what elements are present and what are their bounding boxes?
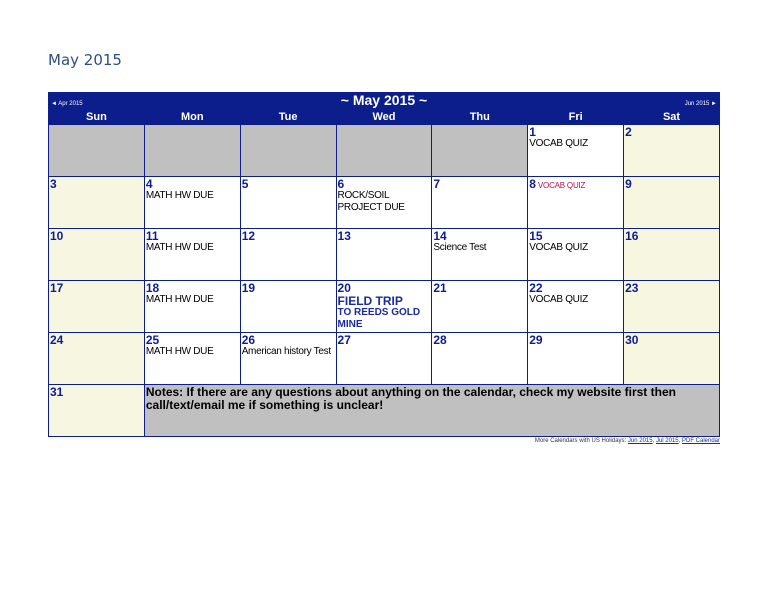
- day-number: 27: [337, 333, 351, 347]
- day-number: 14: [433, 229, 447, 243]
- day-number: 11: [145, 229, 159, 243]
- day-cell: [336, 281, 432, 333]
- day-cell: [624, 177, 720, 229]
- day-cell: [624, 281, 720, 333]
- day-number: 12: [241, 229, 256, 243]
- day-cell: [528, 177, 624, 229]
- event-label: VOCAB QUIZ: [529, 242, 588, 253]
- day-cell: [240, 177, 336, 229]
- footer-link-jul-2015[interactable]: Jul 2015: [655, 438, 679, 444]
- day-number: 21: [433, 281, 447, 295]
- notes-cell: [144, 385, 719, 437]
- day-number: 22: [529, 281, 543, 295]
- weekday-header-row: [49, 110, 720, 125]
- weekday-header: Sun: [49, 110, 145, 125]
- event-label: Science Test: [433, 242, 487, 253]
- day-cell: [432, 177, 528, 229]
- weekday-header: Sat: [624, 110, 720, 125]
- event-label: MATH HW DUE: [145, 346, 214, 357]
- day-number: 4: [145, 177, 153, 191]
- day-number: 9: [625, 177, 632, 191]
- day-cell: [144, 281, 240, 333]
- day-number-text: 8: [529, 177, 536, 191]
- day-number: 25: [145, 333, 160, 347]
- day-number: 3: [50, 177, 57, 191]
- calendar-week-row: [49, 385, 720, 437]
- weekday-header: Thu: [432, 110, 528, 125]
- weekday-header: Tue: [240, 110, 336, 125]
- day-number: 23: [625, 281, 639, 295]
- weekday-header: Fri: [528, 110, 624, 125]
- day-number: 20: [337, 281, 351, 295]
- day-number: 6: [337, 177, 345, 191]
- day-number: 19: [241, 281, 256, 295]
- day-number: 24: [50, 333, 64, 347]
- notes-text: Notes: If there are any questions about anything on the calendar, check my website first then call/text/email me if something is unclear!: [145, 385, 676, 412]
- empty-day-cell: [144, 125, 240, 177]
- day-cell: [432, 229, 528, 281]
- event-label-highlight: FIELD TRIP: [337, 294, 403, 308]
- event-label: American history Test: [241, 346, 331, 357]
- event-label: VOCAB QUIZ: [529, 294, 588, 305]
- footer-link-pdf-calendar[interactable]: PDF Calendar: [681, 438, 720, 444]
- day-number: 16: [625, 229, 639, 243]
- event-label: MATH HW DUE: [145, 242, 214, 253]
- day-number: 29: [529, 333, 543, 347]
- day-number: [529, 178, 622, 192]
- day-number: 18: [145, 281, 160, 295]
- empty-day-cell: [49, 125, 145, 177]
- day-number: 2: [625, 125, 632, 139]
- calendar-week-row: [49, 125, 720, 177]
- calendar-week-row: [49, 177, 720, 229]
- day-number: 15: [529, 229, 543, 243]
- footer-link-jun-2015[interactable]: Jun 2015: [627, 438, 653, 444]
- calendar: [48, 92, 720, 437]
- event-label: VOCAB QUIZ: [537, 181, 586, 190]
- event-label: MATH HW DUE: [145, 190, 214, 201]
- day-cell: [624, 333, 720, 385]
- day-number: 10: [50, 229, 64, 243]
- day-cell: [49, 281, 145, 333]
- calendar-week-row: [49, 333, 720, 385]
- event-label: MATH HW DUE: [145, 294, 214, 305]
- footer-text: More Calendars with US Holidays:: [534, 438, 628, 444]
- day-cell: [240, 333, 336, 385]
- day-number: 31: [50, 385, 64, 399]
- day-number: 30: [625, 333, 639, 347]
- event-label: VOCAB QUIZ: [529, 138, 588, 149]
- footer-separator: ,: [652, 438, 656, 444]
- day-cell: [49, 229, 145, 281]
- event-label: ROCK/SOIL PROJECT DUE: [337, 190, 405, 213]
- day-cell: [432, 281, 528, 333]
- empty-day-cell: [240, 125, 336, 177]
- empty-day-cell: [336, 125, 432, 177]
- day-number: 5: [241, 177, 249, 191]
- day-cell: [49, 177, 145, 229]
- weekday-header: Mon: [144, 110, 240, 125]
- day-number: 13: [337, 229, 351, 243]
- calendar-week-row: [49, 281, 720, 333]
- day-number: 26: [241, 333, 256, 347]
- empty-day-cell: [432, 125, 528, 177]
- day-cell: [336, 177, 432, 229]
- day-cell: [528, 333, 624, 385]
- day-number: 7: [433, 177, 441, 191]
- day-number: 28: [433, 333, 447, 347]
- day-cell: [528, 229, 624, 281]
- day-cell: [144, 229, 240, 281]
- event-label-highlight-detail: TO REEDS GOLD MINE: [337, 307, 421, 330]
- day-cell: [49, 385, 145, 437]
- weekday-header: Wed: [336, 110, 432, 125]
- day-cell: [528, 281, 624, 333]
- day-cell: [528, 125, 624, 177]
- prev-month-link[interactable]: ◄ Apr 2015: [51, 101, 83, 107]
- calendar-grid: [48, 109, 720, 437]
- day-cell: [240, 281, 336, 333]
- day-number: 1: [529, 125, 536, 139]
- footer-separator: ,: [678, 438, 682, 444]
- day-cell: [144, 333, 240, 385]
- month-title: ~ May 2015 ~: [340, 92, 428, 108]
- calendar-title-bar: [48, 92, 720, 109]
- page-title: May 2015: [48, 51, 122, 69]
- day-cell: [624, 125, 720, 177]
- day-cell: [336, 333, 432, 385]
- day-cell: [49, 333, 145, 385]
- day-cell: [144, 177, 240, 229]
- day-cell: [336, 229, 432, 281]
- footer: [48, 437, 720, 445]
- day-cell: [240, 229, 336, 281]
- calendar-week-row: [49, 229, 720, 281]
- day-cell: [624, 229, 720, 281]
- next-month-link[interactable]: Jun 2015 ►: [684, 101, 717, 107]
- day-cell: [432, 333, 528, 385]
- day-number: 17: [50, 281, 64, 295]
